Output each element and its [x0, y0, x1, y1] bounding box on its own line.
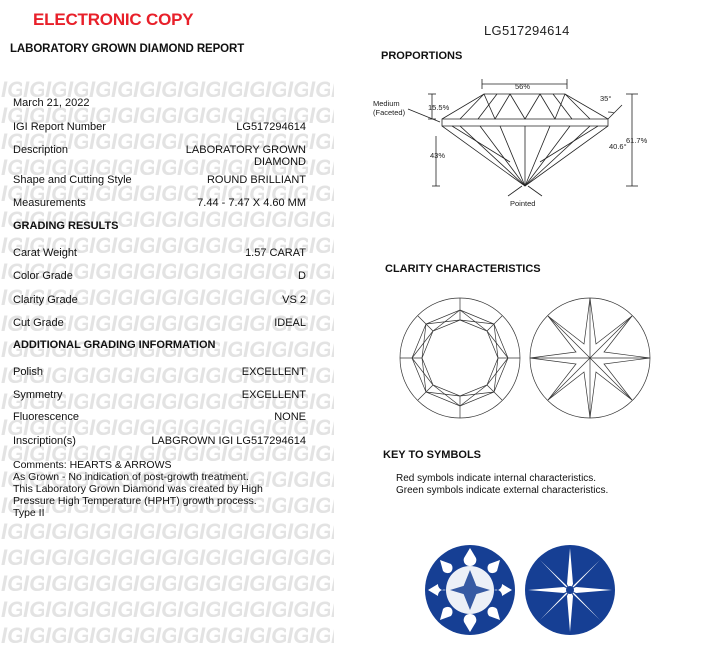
field-value: ROUND BRILLIANT	[206, 174, 306, 186]
fluorescence-row	[13, 411, 306, 423]
comment-line: Pressure High Temperature (HPHT) growth process.	[13, 495, 257, 507]
arrows-view-image	[525, 545, 615, 635]
field-label: Description	[13, 144, 69, 156]
field-label: Color Grade	[13, 270, 73, 282]
total-depth: 61.7%	[626, 136, 648, 145]
field-label: Carat Weight	[13, 247, 77, 259]
crown-angle: 35°	[600, 94, 612, 103]
field-label: Clarity Grade	[13, 294, 78, 306]
report-date-row	[13, 97, 306, 109]
comment-line: Type II	[13, 507, 45, 519]
symmetry-row	[13, 389, 306, 401]
report-number-row	[13, 121, 306, 133]
pavilion-angle: 40.6°	[609, 142, 627, 151]
field-value: 1.57 CARAT	[245, 247, 306, 259]
field-value: NONE	[274, 411, 306, 423]
field-value: D	[298, 270, 306, 282]
pavilion-view-diagram	[530, 298, 650, 418]
field-value: 7.44 - 7.47 X 4.60 MM	[197, 197, 306, 209]
description-row	[13, 144, 306, 168]
grading-results-heading: GRADING RESULTS	[13, 220, 119, 232]
proportions-diagram	[360, 72, 700, 222]
electronic-copy-banner: ELECTRONIC COPY	[33, 10, 194, 29]
field-label: Measurements	[13, 197, 86, 209]
key-to-symbols-heading: KEY TO SYMBOLS	[383, 449, 482, 461]
additional-grading-heading: ADDITIONAL GRADING INFORMATION	[13, 339, 216, 351]
pavilion-depth: 43%	[430, 151, 446, 160]
culet-label: Pointed	[510, 199, 536, 208]
girdle-note: (Faceted)	[373, 108, 406, 117]
comment-line: As Grown - No indication of post-growth treatment.	[13, 471, 249, 483]
proportions-heading: PROPORTIONS	[381, 50, 463, 62]
report-date: March 21, 2022	[13, 97, 90, 109]
key-to-symbols-text	[396, 473, 608, 496]
cut-row	[13, 317, 306, 329]
hearts-view-image	[425, 545, 515, 635]
clarity-row	[13, 294, 306, 306]
field-label: Fluorescence	[13, 411, 80, 423]
report-title: LABORATORY GROWN DIAMOND REPORT	[10, 43, 245, 55]
field-value: EXCELLENT	[241, 366, 306, 378]
comment-line: This Laboratory Grown Diamond was created by High	[13, 483, 263, 495]
polish-row	[13, 366, 306, 378]
field-label: Symmetry	[13, 389, 63, 401]
carat-row	[13, 247, 306, 259]
comment-line: Comments: HEARTS & ARROWS	[13, 459, 172, 471]
key-green-line: Green symbols indicate external characteristics.	[396, 484, 609, 496]
key-red-line: Red symbols indicate internal characteristics.	[396, 473, 597, 484]
field-label: Cut Grade	[13, 317, 64, 329]
crown-height: 15.5%	[428, 103, 450, 112]
clarity-plot	[398, 296, 658, 422]
table-percent: 56%	[515, 82, 531, 91]
field-value: IDEAL	[274, 317, 306, 329]
field-value: VS 2	[282, 294, 306, 306]
hearts-arrows-images	[420, 540, 620, 646]
field-value: LABORATORY GROWN DIAMOND	[185, 144, 306, 168]
inscription-row	[13, 435, 306, 447]
girdle-label: Medium	[373, 99, 400, 108]
field-value: EXCELLENT	[241, 389, 306, 401]
field-label: Shape and Cutting Style	[13, 174, 132, 186]
field-value: LG517294614	[236, 121, 306, 133]
field-value: LABGROWN IGI LG517294614	[151, 435, 306, 447]
shape-row	[13, 174, 306, 186]
report-number-header: LG517294614	[484, 23, 570, 38]
field-label: IGI Report Number	[13, 121, 106, 133]
clarity-heading: CLARITY CHARACTERISTICS	[385, 263, 541, 275]
crown-view-diagram	[400, 298, 520, 418]
color-row	[13, 270, 306, 282]
field-label: Polish	[13, 366, 43, 378]
field-label: Inscription(s)	[13, 435, 76, 447]
measurements-row	[13, 197, 306, 209]
comments-block	[13, 459, 313, 519]
